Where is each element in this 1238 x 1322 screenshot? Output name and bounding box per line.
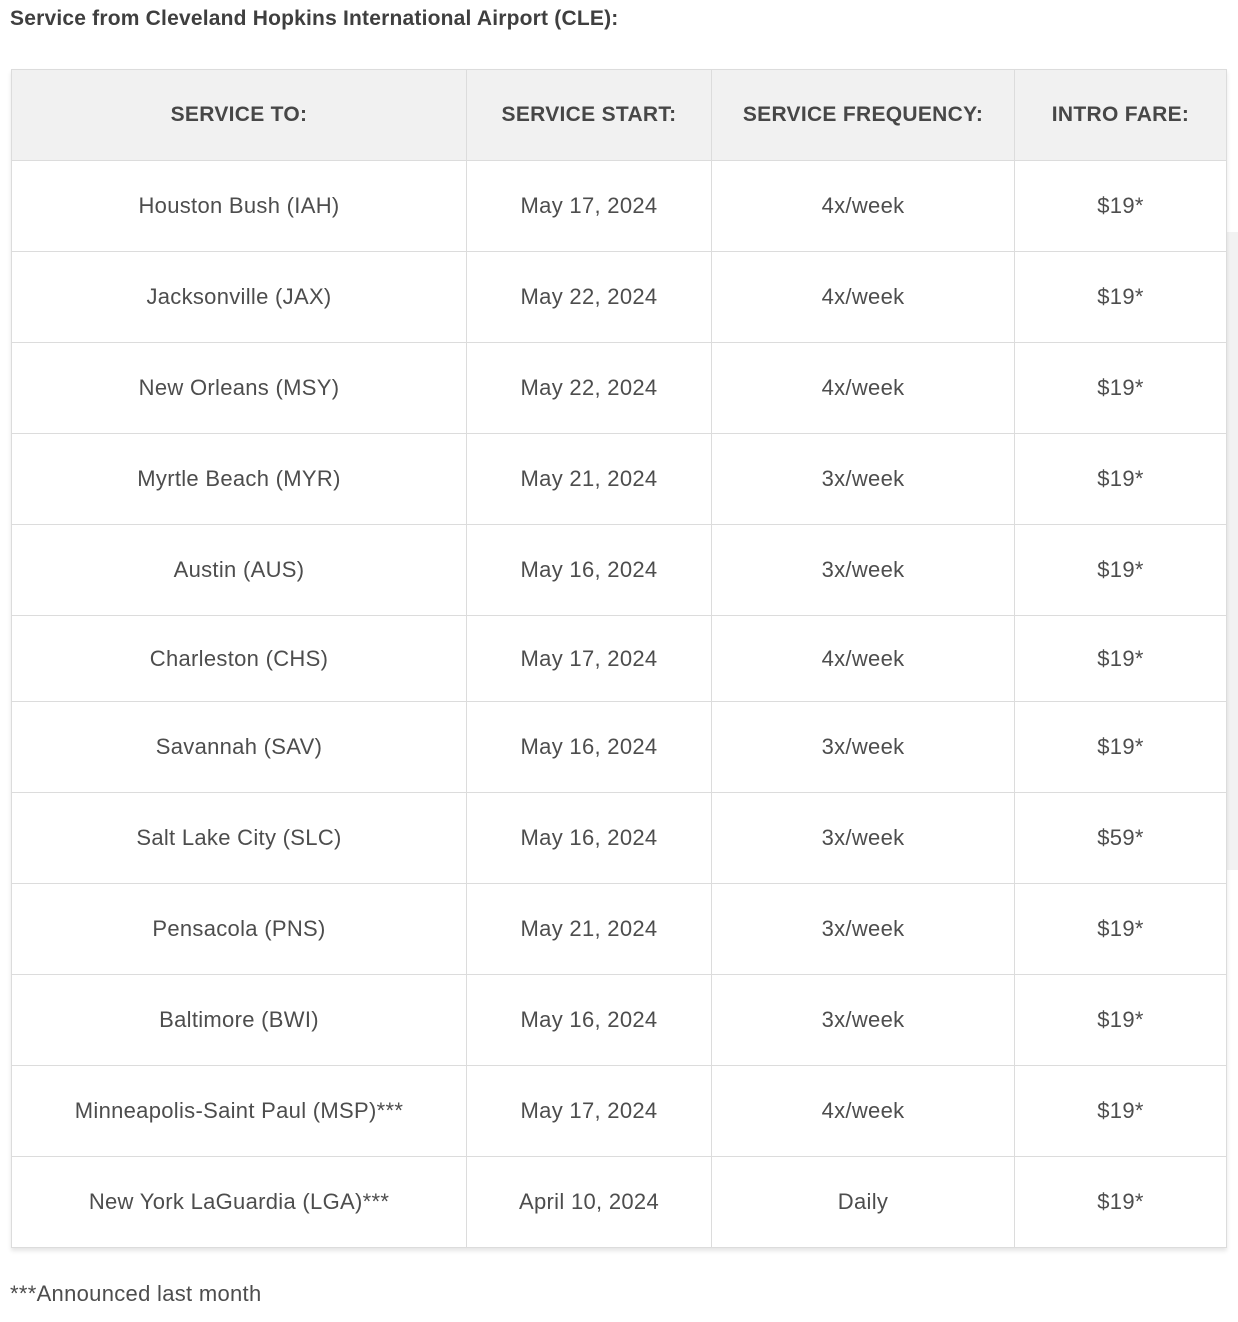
header-service-frequency: SERVICE FREQUENCY: (712, 70, 1015, 161)
fare-cell: $19* (1015, 702, 1227, 793)
start-date-cell: May 17, 2024 (467, 616, 712, 702)
table-row (12, 1066, 1227, 1157)
frequency-cell: 4x/week (712, 161, 1015, 252)
side-panel-edge (1227, 232, 1238, 870)
start-date-cell: May 17, 2024 (467, 161, 712, 252)
fare-cell: $19* (1015, 161, 1227, 252)
table-row (12, 161, 1227, 252)
destination-cell: Myrtle Beach (MYR) (12, 434, 467, 525)
start-date-cell: May 16, 2024 (467, 793, 712, 884)
table-row (12, 616, 1227, 702)
header-service-start: SERVICE START: (467, 70, 712, 161)
fare-cell: $19* (1015, 252, 1227, 343)
frequency-cell: 3x/week (712, 434, 1015, 525)
table-row (12, 702, 1227, 793)
destination-cell: Pensacola (PNS) (12, 884, 467, 975)
start-date-cell: May 16, 2024 (467, 525, 712, 616)
table-row (12, 343, 1227, 434)
destination-cell: Savannah (SAV) (12, 702, 467, 793)
start-date-cell: May 22, 2024 (467, 252, 712, 343)
table-row (12, 884, 1227, 975)
destination-cell: New York LaGuardia (LGA)*** (12, 1157, 467, 1248)
start-date-cell: May 21, 2024 (467, 884, 712, 975)
table-row (12, 793, 1227, 884)
fare-cell: $19* (1015, 1066, 1227, 1157)
frequency-cell: Daily (712, 1157, 1015, 1248)
frequency-cell: 3x/week (712, 975, 1015, 1066)
frequency-cell: 4x/week (712, 252, 1015, 343)
frequency-cell: 4x/week (712, 616, 1015, 702)
fare-cell: $59* (1015, 793, 1227, 884)
fare-cell: $19* (1015, 1157, 1227, 1248)
start-date-cell: May 16, 2024 (467, 975, 712, 1066)
table-row (12, 525, 1227, 616)
header-service-to: SERVICE TO: (12, 70, 467, 161)
destination-cell: Baltimore (BWI) (12, 975, 467, 1066)
destination-cell: Minneapolis-Saint Paul (MSP)*** (12, 1066, 467, 1157)
frequency-cell: 3x/week (712, 793, 1015, 884)
destination-cell: Salt Lake City (SLC) (12, 793, 467, 884)
page-title: Service from Cleveland Hopkins International Airport (CLE): (10, 7, 619, 30)
destination-cell: Jacksonville (JAX) (12, 252, 467, 343)
start-date-cell: May 22, 2024 (467, 343, 712, 434)
fare-cell: $19* (1015, 343, 1227, 434)
table-row (12, 1157, 1227, 1248)
frequency-cell: 3x/week (712, 525, 1015, 616)
header-intro-fare: INTRO FARE: (1015, 70, 1227, 161)
fare-cell: $19* (1015, 525, 1227, 616)
frequency-cell: 4x/week (712, 1066, 1015, 1157)
destination-cell: Austin (AUS) (12, 525, 467, 616)
table-row (12, 434, 1227, 525)
destination-cell: Charleston (CHS) (12, 616, 467, 702)
frequency-cell: 3x/week (712, 702, 1015, 793)
fare-cell: $19* (1015, 975, 1227, 1066)
destination-cell: Houston Bush (IAH) (12, 161, 467, 252)
table-header-row (12, 70, 1227, 161)
footnote: ***Announced last month (10, 1281, 262, 1306)
start-date-cell: May 21, 2024 (467, 434, 712, 525)
table-row (12, 252, 1227, 343)
fare-cell: $19* (1015, 434, 1227, 525)
fare-cell: $19* (1015, 616, 1227, 702)
start-date-cell: May 17, 2024 (467, 1066, 712, 1157)
frequency-cell: 4x/week (712, 343, 1015, 434)
start-date-cell: April 10, 2024 (467, 1157, 712, 1248)
table-row (12, 975, 1227, 1066)
service-table (11, 69, 1227, 1248)
start-date-cell: May 16, 2024 (467, 702, 712, 793)
frequency-cell: 3x/week (712, 884, 1015, 975)
destination-cell: New Orleans (MSY) (12, 343, 467, 434)
fare-cell: $19* (1015, 884, 1227, 975)
